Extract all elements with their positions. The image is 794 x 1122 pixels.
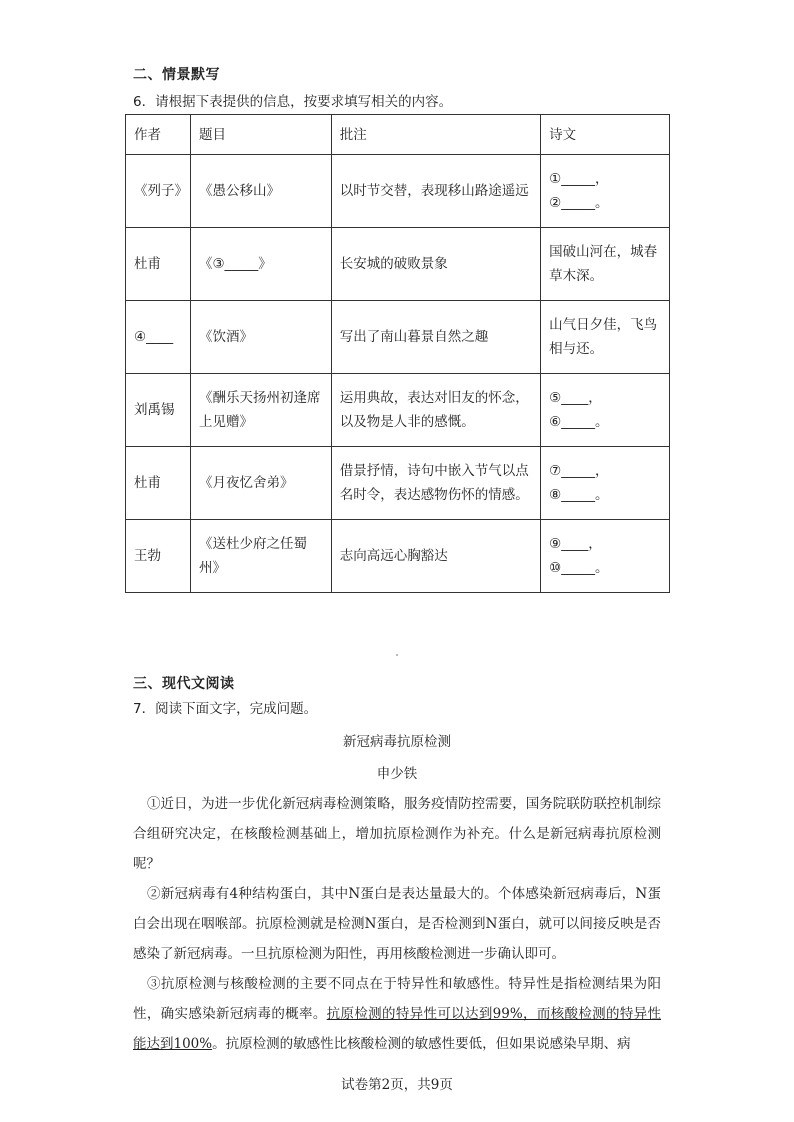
header-author: 作者	[126, 115, 191, 155]
table-row	[126, 301, 670, 374]
question-7-prompt: 7．阅读下面文字，完成问题。	[133, 701, 318, 717]
section-title-modern-reading: 三、现代文阅读	[133, 676, 235, 692]
table-row	[126, 447, 670, 520]
cell-poem-text: 国破山河在，城春草木深。	[541, 228, 670, 301]
header-title: 题目	[190, 115, 331, 155]
cell-author: 刘禹锡	[126, 374, 191, 447]
cell-title: 《③_____》	[190, 228, 331, 301]
cell-author: 王勃	[126, 520, 191, 593]
article-author: 申少铁	[376, 766, 418, 782]
cell-title: 《月夜忆舍弟》	[190, 447, 331, 520]
poem-table	[125, 114, 670, 593]
header-annotation: 批注	[331, 115, 540, 155]
cell-author: ④____	[126, 301, 191, 374]
cell-poem-text: 山气日夕佳，飞鸟相与还。	[541, 301, 670, 374]
table-row	[126, 520, 670, 593]
cell-annotation: 志向高远心胸豁达	[331, 520, 540, 593]
table-header-row	[126, 115, 670, 155]
stray-dot	[396, 654, 398, 656]
cell-author: 杜甫	[126, 228, 191, 301]
cell-poem-text: ⑦_____，⑧_____。	[541, 447, 670, 520]
cell-title: 《送杜少府之任蜀州》	[190, 520, 331, 593]
table-row	[126, 374, 670, 447]
p3-text-c: 。抗原检测的敏感性比核酸检测的敏感性要低，但如果说感染早期、病	[212, 1036, 631, 1052]
article-paragraph-2: ②新冠病毒有4种结构蛋白，其中N蛋白是表达量最大的。个体感染新冠病毒后，N蛋白会出现在咽喉部。抗原检测就是检测N蛋白，是否检测到N蛋白，就可以间接反映是否感染了新冠病毒。一旦抗原检测为阳性，再用核酸检测进一步确认即可。	[133, 886, 661, 962]
cell-annotation: 运用典故，表达对旧友的怀念，以及物是人非的感慨。	[331, 374, 540, 447]
article-paragraph-3	[133, 969, 661, 1059]
section-title-scene-recitation: 二、情景默写	[133, 67, 220, 83]
cell-poem-text: ①_____，②_____。	[541, 155, 670, 228]
p3-underlined-text: 抗原检测的特异性可以达到99%，而核酸检测的特异性能达到100%	[133, 1006, 662, 1052]
article-title: 新冠病毒抗原检测	[343, 734, 451, 750]
cell-title: 《酬乐天扬州初逢席上见赠》	[190, 374, 331, 447]
header-poem-text: 诗文	[541, 115, 670, 155]
cell-author: 《列子》	[126, 155, 191, 228]
cell-annotation: 长安城的破败景象	[331, 228, 540, 301]
question-6-prompt: 6．请根据下表提供的信息，按要求填写相关的内容。	[133, 94, 453, 110]
article-paragraph-1: ①近日，为进一步优化新冠病毒检测策略，服务疫情防控需要，国务院联防联控机制综合组研究决定，在核酸检测基础上，增加抗原检测作为补充。什么是新冠病毒抗原检测呢？	[133, 796, 661, 872]
cell-annotation: 以时节交替，表现移山路途遥远	[331, 155, 540, 228]
table-row	[126, 228, 670, 301]
cell-annotation: 借景抒情，诗句中嵌入节气以点名时令，表达感物伤怀的情感。	[331, 447, 540, 520]
table-row	[126, 155, 670, 228]
cell-title: 《饮酒》	[190, 301, 331, 374]
page-footer: 试卷第2页，共9页	[341, 1077, 453, 1093]
cell-poem-text: ⑨____，⑩_____。	[541, 520, 670, 593]
cell-annotation: 写出了南山暮景自然之趣	[331, 301, 540, 374]
p3-text-a: ③抗原检测与核酸检测的主要不同点在于特异性和敏感性。特异性是指检测结果为阳性，确实感染新冠病毒的概率。	[133, 976, 661, 1022]
cell-author: 杜甫	[126, 447, 191, 520]
cell-title: 《愚公移山》	[190, 155, 331, 228]
cell-poem-text: ⑤____，⑥_____。	[541, 374, 670, 447]
